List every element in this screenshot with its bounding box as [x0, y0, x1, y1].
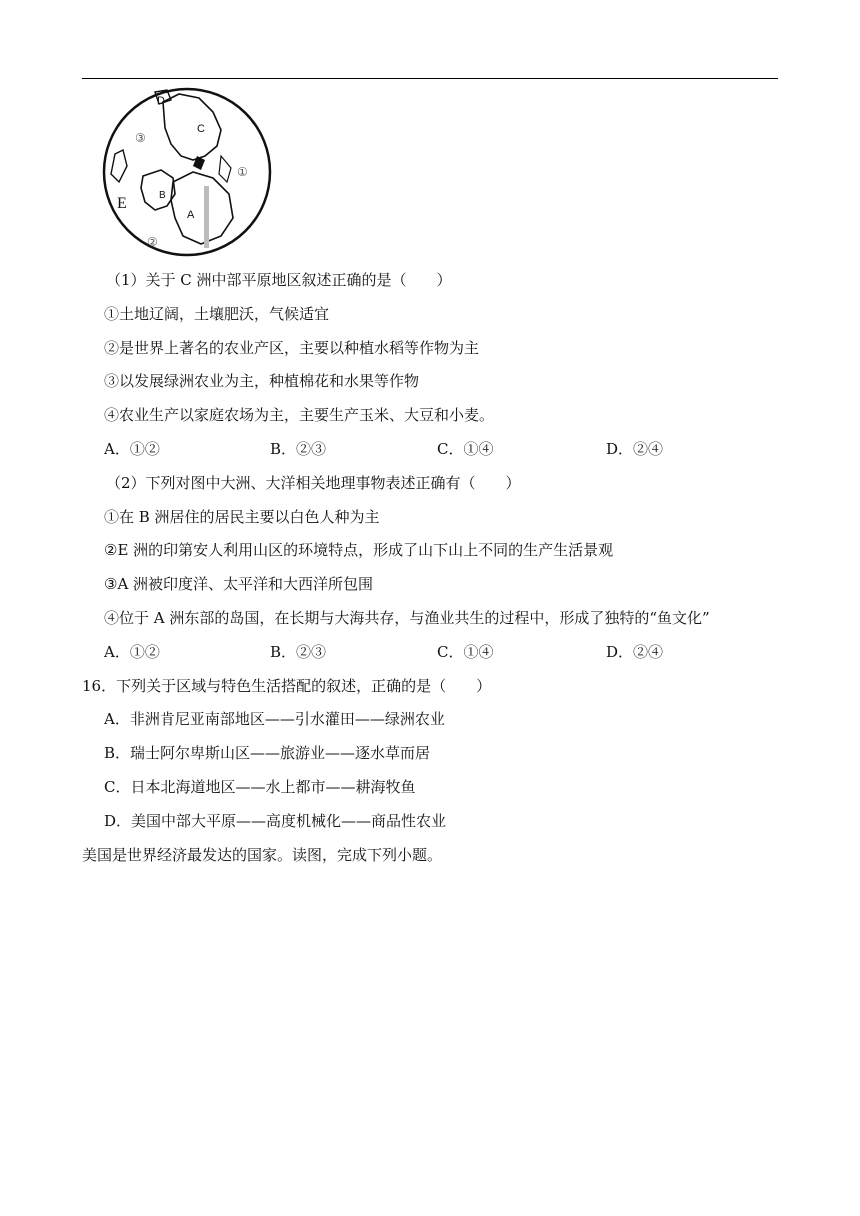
sub1-option-c[interactable]: C．①④ — [437, 440, 494, 458]
map-label-a: A — [187, 209, 195, 221]
sub1-item-2: ②是世界上著名的农业产区，主要以种植水稻等作物为主 — [104, 339, 480, 357]
sub1-item-3: ③以发展绿洲农业为主，种植棉花和水果等作物 — [104, 372, 420, 390]
header-rule — [82, 78, 778, 79]
ocean-marker-3: ③ — [135, 131, 146, 145]
ocean-marker-2: ② — [147, 235, 158, 249]
map-label-d: D — [157, 95, 165, 107]
sub2-item-1: ①在 B 洲居住的居民主要以白色人种为主 — [104, 508, 380, 526]
passage-intro: 美国是世界经济最发达的国家。读图，完成下列小题。 — [82, 846, 443, 864]
sub2-item-4: ④位于 A 洲东部的岛国，在长期与大海共存，与渔业共生的过程中，形成了独特的“鱼文化” — [104, 609, 710, 627]
sub1-item-4: ④农业生产以家庭农场为主，主要生产玉米、大豆和小麦。 — [104, 406, 495, 424]
sub1-option-a[interactable]: A．①② — [104, 440, 160, 458]
sub2-item-2: ②E 洲的印第安人利用山区的环境特点，形成了山下山上不同的生产生活景观 — [104, 541, 614, 559]
sub2-option-d[interactable]: D．②④ — [606, 643, 664, 661]
q16-stem: 16．下列关于区域与特色生活搭配的叙述，正确的是（ ） — [82, 677, 492, 695]
sub2-option-b[interactable]: B．②③ — [270, 643, 327, 661]
sub2-stem: （2）下列对图中大洲、大洋相关地理事物表述正确有（ ） — [106, 474, 521, 492]
sub1-option-b[interactable]: B．②③ — [270, 440, 327, 458]
sub2-option-a[interactable]: A．①② — [104, 643, 160, 661]
map-label-e: E — [117, 195, 127, 212]
globe-map — [101, 86, 273, 258]
sub2-option-c[interactable]: C．①④ — [437, 643, 494, 661]
sub2-item-3: ③A 洲被印度洋、太平洋和大西洋所包围 — [104, 575, 374, 593]
q16-option-c[interactable]: C．日本北海道地区——水上都市——耕海牧鱼 — [104, 778, 416, 796]
q16-option-b[interactable]: B．瑞士阿尔卑斯山区——旅游业——逐水草而居 — [104, 744, 431, 762]
sub1-item-1: ①土地辽阔，土壤肥沃，气候适宜 — [104, 305, 330, 323]
ocean-marker-1: ① — [237, 165, 248, 179]
q16-option-d[interactable]: D．美国中部大平原——高度机械化——商品性农业 — [104, 812, 447, 830]
map-label-c: C — [197, 123, 205, 135]
sub1-option-d[interactable]: D．②④ — [606, 440, 664, 458]
map-label-b: B — [159, 190, 166, 201]
sub1-stem: （1）关于 C 洲中部平原地区叙述正确的是（ ） — [106, 271, 452, 289]
q16-option-a[interactable]: A．非洲肯尼亚南部地区——引水灌田——绿洲农业 — [104, 710, 445, 728]
